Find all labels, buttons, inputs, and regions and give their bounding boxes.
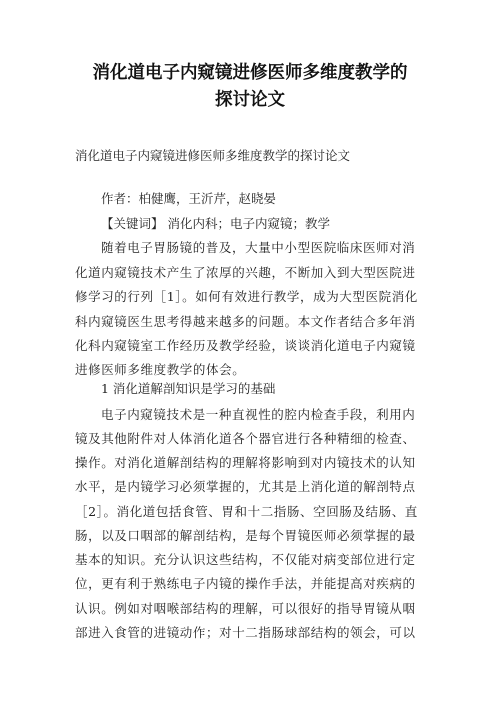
title-line-2: 探讨论文 (215, 90, 285, 110)
title-line-1: 消化道电子内窥镜进修医师多维度教学的 (92, 63, 408, 83)
paragraph-line: 科内窥镜医生思考得越来越多的问题。本文作者结合多年消 (75, 314, 416, 329)
document-title (40, 60, 460, 114)
subtitle: 消化道电子内窥镜进修医师多维度教学的探讨论文 (75, 148, 351, 163)
paragraph-line: 镜及其他附件对人体消化道各个器官进行各种精细的检查、 (75, 431, 416, 446)
section-heading: 1 消化道解剖知识是学习的基础 (101, 381, 276, 396)
paragraph-line: 操作。对消化道解剖结构的理解将影响到对内镜技术的认知 (75, 455, 416, 470)
paragraph-line: 部进入食管的进镜动作；对十二指肠球部结构的领会，可以 (75, 625, 416, 640)
paragraph-line: 化道内窥镜技术产生了浓厚的兴趣，不断加入到大型医院进 (75, 265, 416, 280)
paragraph-line: 修学习的行列［1］。如何有效进行教学，成为大型医院消化 (75, 289, 418, 304)
keywords: 【关键词】 消化内科；电子内窥镜；教学 (101, 216, 330, 231)
paragraph-line: 化科内窥镜室工作经历及教学经验，谈谈消化道电子内窥镜 (75, 338, 416, 353)
paragraph-line: 认识。例如对咽喉部结构的理解，可以很好的指导胃镜从咽 (75, 601, 416, 616)
paragraph-line: 进修医师多维度教学的体会。 (75, 362, 246, 377)
paragraph-line: 基本的知识。充分认识这些结构，不仅能对病变部位进行定 (75, 552, 416, 567)
paragraph-line: ［2］。消化道包括食管、胃和十二指肠、空回肠及结肠、直 (75, 504, 418, 519)
paragraph-line: 位，更有利于熟练电子内镜的操作手法，并能提高对疾病的 (75, 576, 416, 591)
paragraph-line: 水平，是内镜学习必须掌握的，尤其是上消化道的解剖特点 (75, 479, 416, 494)
authors: 作者：柏健鹰，王沂芹，赵晓晏 (101, 191, 277, 206)
paragraph-line: 电子内窥镜技术是一种直视性的腔内检查手段，利用内 (101, 407, 416, 422)
paragraph-line: 肠，以及口咽部的解剖结构，是每个胃镜医师必须掌握的最 (75, 528, 416, 543)
paragraph-line: 随着电子胃肠镜的普及，大量中小型医院临床医师对消 (101, 240, 416, 255)
